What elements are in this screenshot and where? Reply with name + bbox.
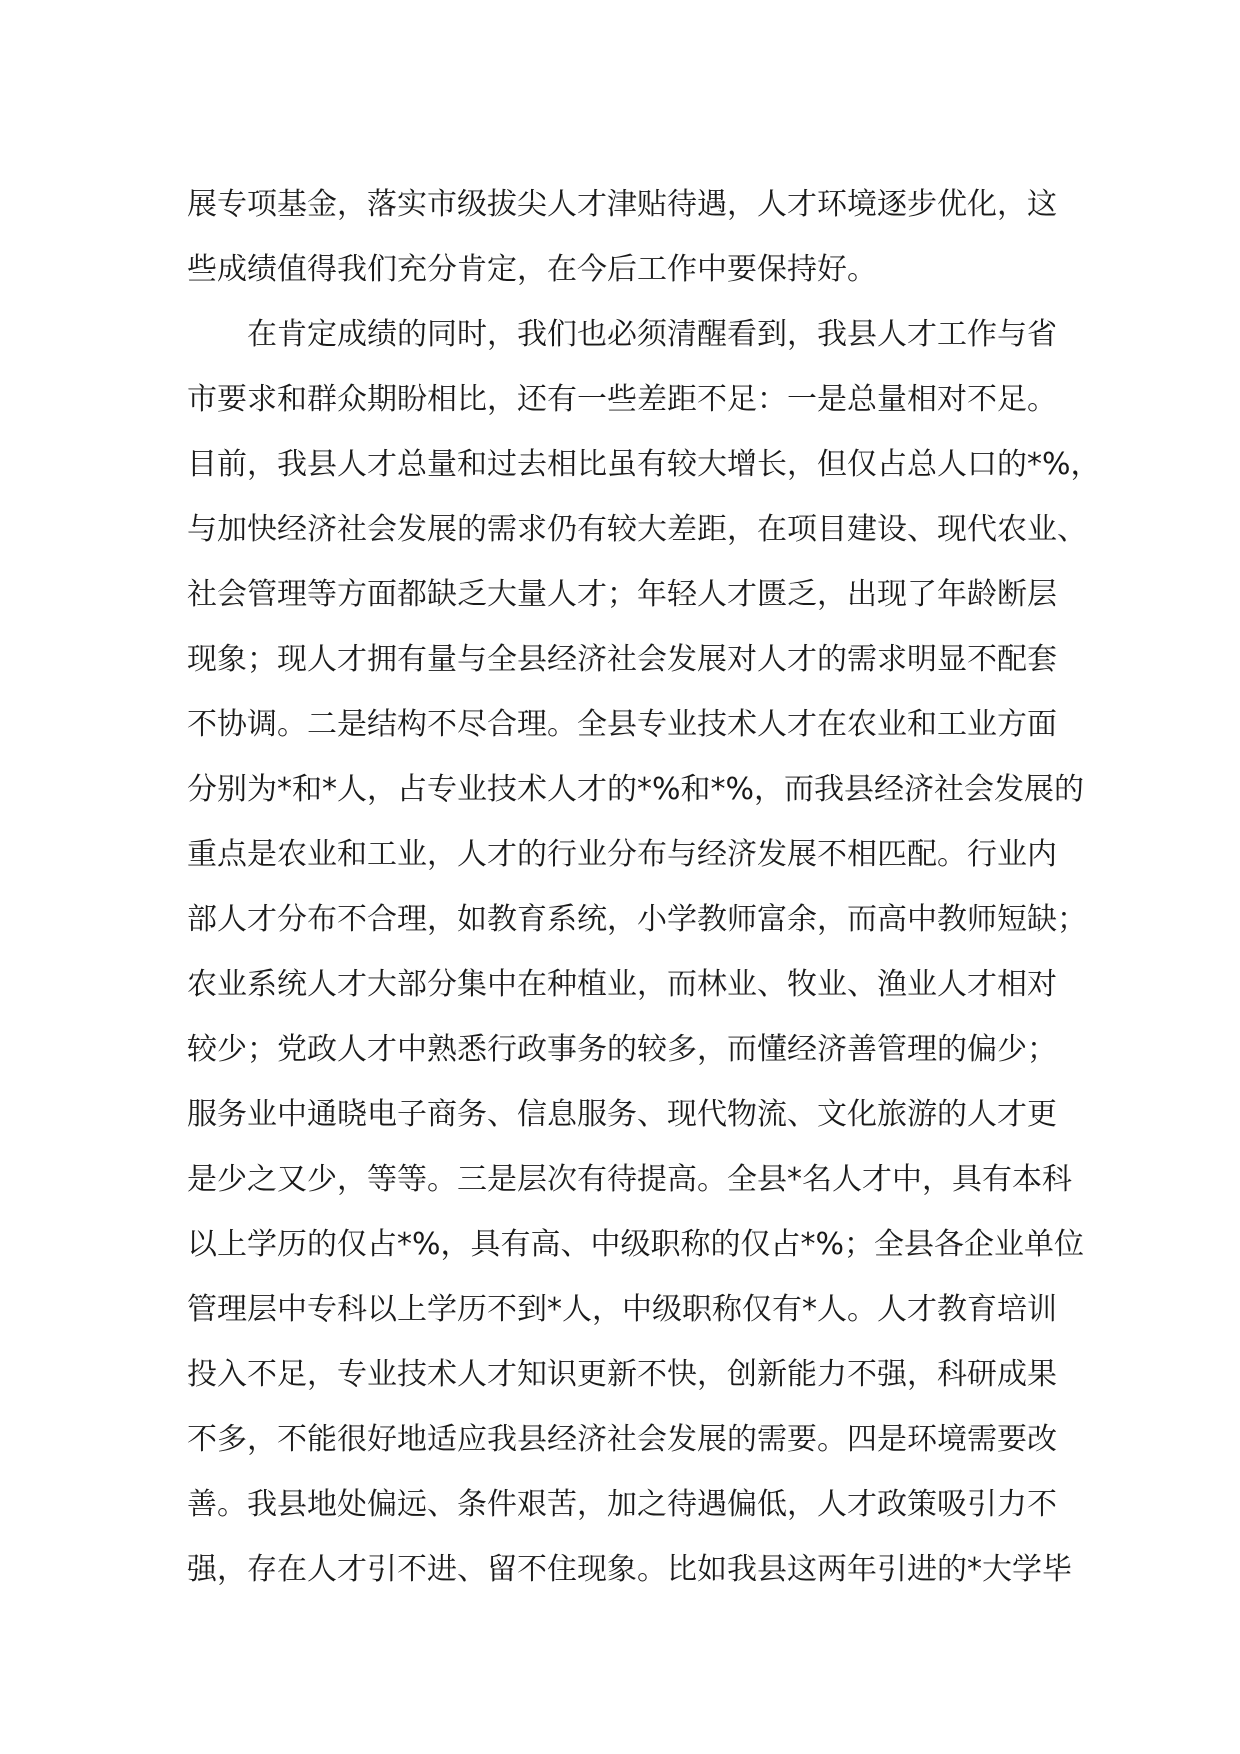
text-line: 市要求和群众期盼相比，还有一些差距不足：一是总量相对不足。 (187, 382, 1057, 417)
paragraph-start-line: 在肯定成绩的同时，我们也必须清醒看到，我县人才工作与省 (247, 317, 1057, 352)
text-line: 管理层中专科以上学历不到*人，中级职称仅有*人。人才教育培训 (187, 1292, 1057, 1327)
text-line: 部人才分布不合理，如教育系统，小学教师富余，而高中教师短缺； (187, 902, 1087, 937)
text-line: 农业系统人才大部分集中在种植业，而林业、牧业、渔业人才相对 (187, 967, 1057, 1002)
text-line: 善。我县地处偏远、条件艰苦，加之待遇偏低，人才政策吸引力不 (187, 1487, 1057, 1522)
body-text (187, 172, 1101, 1602)
text-line: 目前，我县人才总量和过去相比虽有较大增长，但仅占总人口的*%， (187, 447, 1101, 482)
text-line: 重点是农业和工业，人才的行业分布与经济发展不相匹配。行业内 (187, 837, 1057, 872)
text-line: 是少之又少，等等。三是层次有待提高。全县*名人才中，具有本科 (187, 1162, 1072, 1197)
text-line: 以上学历的仅占*%，具有高、中级职称的仅占*%；全县各企业单位 (187, 1227, 1085, 1262)
text-line: 社会管理等方面都缺乏大量人才；年轻人才匮乏，出现了年龄断层 (187, 577, 1057, 612)
text-line: 展专项基金，落实市级拔尖人才津贴待遇，人才环境逐步优化，这 (187, 187, 1057, 222)
text-line: 与加快经济社会发展的需求仍有较大差距，在项目建设、现代农业、 (187, 512, 1087, 547)
text-line: 服务业中通晓电子商务、信息服务、现代物流、文化旅游的人才更 (187, 1097, 1057, 1132)
text-line: 强，存在人才引不进、留不住现象。比如我县这两年引进的*大学毕 (187, 1552, 1072, 1587)
text-line: 分别为*和*人，占专业技术人才的*%和*%，而我县经济社会发展的 (187, 772, 1085, 807)
text-line: 不协调。二是结构不尽合理。全县专业技术人才在农业和工业方面 (187, 707, 1057, 742)
text-line: 现象；现人才拥有量与全县经济社会发展对人才的需求明显不配套 (187, 642, 1057, 677)
text-line: 不多，不能很好地适应我县经济社会发展的需要。四是环境需要改 (187, 1422, 1057, 1457)
text-line: 较少；党政人才中熟悉行政事务的较多，而懂经济善管理的偏少； (187, 1032, 1057, 1067)
text-line: 些成绩值得我们充分肯定，在今后工作中要保持好。 (187, 252, 877, 287)
text-line: 投入不足，专业技术人才知识更新不快，创新能力不强，科研成果 (187, 1357, 1057, 1392)
